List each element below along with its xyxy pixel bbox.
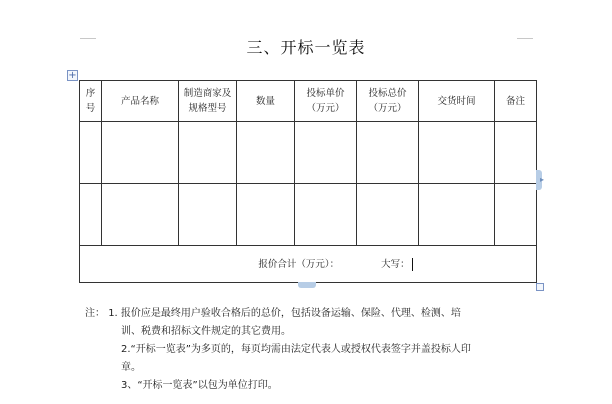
notes-section	[85, 305, 545, 395]
note-item	[85, 377, 545, 395]
header-cell-product: 产品名称	[102, 81, 179, 122]
note-number: 3、	[121, 380, 138, 391]
table-cell[interactable]	[179, 122, 237, 184]
text-cursor	[412, 258, 413, 271]
header-cell-index: 序 号	[80, 81, 102, 122]
table-resize-handle[interactable]	[536, 283, 544, 291]
table-cell[interactable]	[237, 184, 295, 246]
table-row	[80, 122, 537, 184]
table-cell[interactable]	[357, 184, 419, 246]
table-cell[interactable]	[102, 184, 179, 246]
table-row	[80, 184, 537, 246]
table-cell[interactable]	[295, 184, 357, 246]
header-cell-manufacturer: 制造商家及 规格型号	[179, 81, 237, 122]
table-cell[interactable]	[495, 122, 537, 184]
note-continuation: 训、税费和招标文件规定的其它费用。	[121, 326, 291, 337]
chevron-right-icon: ▸	[540, 175, 545, 184]
table-cell[interactable]	[80, 122, 102, 184]
table-cell[interactable]	[357, 122, 419, 184]
table-cell[interactable]	[102, 122, 179, 184]
table-cell[interactable]	[495, 184, 537, 246]
header-cell-unit-price: 投标单价 （万元）	[295, 81, 357, 122]
document-title: 三、开标一览表	[246, 38, 366, 57]
header-cell-remarks: 备注	[495, 81, 537, 122]
note-text: 报价应是最终用户验收合格后的总价，包括设备运输、保险、代理、检测、培	[120, 308, 461, 319]
table-header-row	[80, 81, 537, 122]
header-cell-total-price: 投标总价 （万元）	[357, 81, 419, 122]
note-text: “开标一览表”为多页的，每页均需由法定代表人或授权代表签字并盖投标人印	[130, 344, 471, 355]
table-cell[interactable]	[237, 122, 295, 184]
row-resize-tab[interactable]	[298, 282, 316, 288]
total-price-cell[interactable]	[80, 246, 537, 283]
header-cell-quantity: 数量	[237, 81, 295, 122]
uppercase-amount-label: 大写：	[381, 258, 410, 270]
bid-opening-table	[79, 80, 537, 283]
note-item	[85, 341, 545, 359]
notes-prefix: 注：	[85, 308, 105, 319]
table-cell[interactable]	[80, 184, 102, 246]
note-number: 2.	[121, 344, 131, 355]
note-continuation: 章。	[121, 362, 141, 373]
table-cell[interactable]	[419, 184, 495, 246]
table-footer-row	[80, 246, 537, 283]
note-text: “开标一览表”以包为单位打印。	[137, 380, 278, 391]
table-move-handle[interactable]: +	[68, 70, 77, 81]
table-cell[interactable]	[419, 122, 495, 184]
table-cell[interactable]	[295, 122, 357, 184]
table-cell[interactable]	[179, 184, 237, 246]
note-number: 1.	[108, 308, 118, 319]
header-cell-delivery-time: 交货时间	[419, 81, 495, 122]
note-item	[85, 305, 545, 323]
total-price-label: 报价合计（万元）：	[258, 258, 340, 270]
